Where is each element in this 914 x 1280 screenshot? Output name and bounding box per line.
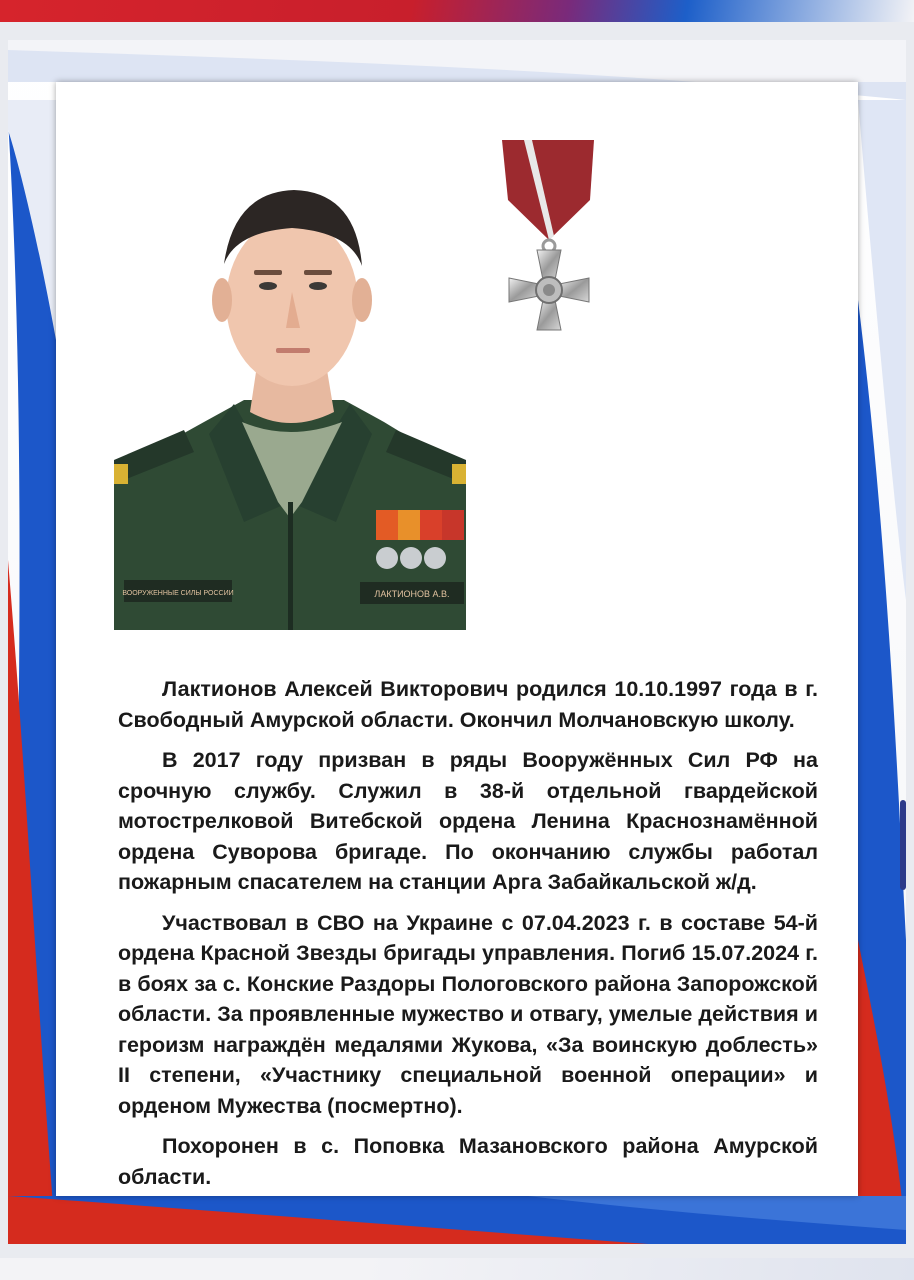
patch-left-text: ВООРУЖЕННЫЕ СИЛЫ РОССИИ [122,590,234,597]
next-page-strip [0,1258,914,1280]
bio-paragraph-svo: Участвовал в СВО на Украине с 07.04.2023 г. в составе 54-й ордена Красной Звезды бригады управления. Погиб 15.07.2024 г. в боях за с. Конские Раздоры Пологовского района Запорожской области. За проявленные мужество и отвагу, умелые действия и героизм награждён медалями Жукова, «За воинскую доблесть» II степени, «Участнику специальной военной операции» и орденом Мужества (посмертно). [118,910,818,1118]
memorial-poster [8,40,906,1244]
order-of-courage-icon [494,136,604,336]
bio-paragraph-burial: Похоронен в с. Поповка Мазановского района Амурской области. [118,1134,818,1189]
bio-paragraph-birth: Лактионов Алексей Викторович родился 10.10.1997 года в г. Свободный Амурской области. Окончил Молчановскую школу. [118,677,818,732]
soldier-portrait [114,172,466,630]
bio-paragraph-service: В 2017 году призван в ряды Вооружённых Сил РФ на срочную службу. Служил в 38-й отдельной гвардейской мотострелковой Витебской ордена Ленина Краснознамённой ордена Суворова бригаде. По окончанию службы работал пожарным спасателем на станции Арга Забайкальской ж/д. [118,748,818,894]
top-flag-band [0,0,914,22]
content-card [56,82,858,1196]
biography-text [118,674,818,1202]
patch-right-text: ЛАКТИОНОВ А.В. [374,589,450,599]
scrollbar-thumb[interactable] [900,800,906,890]
